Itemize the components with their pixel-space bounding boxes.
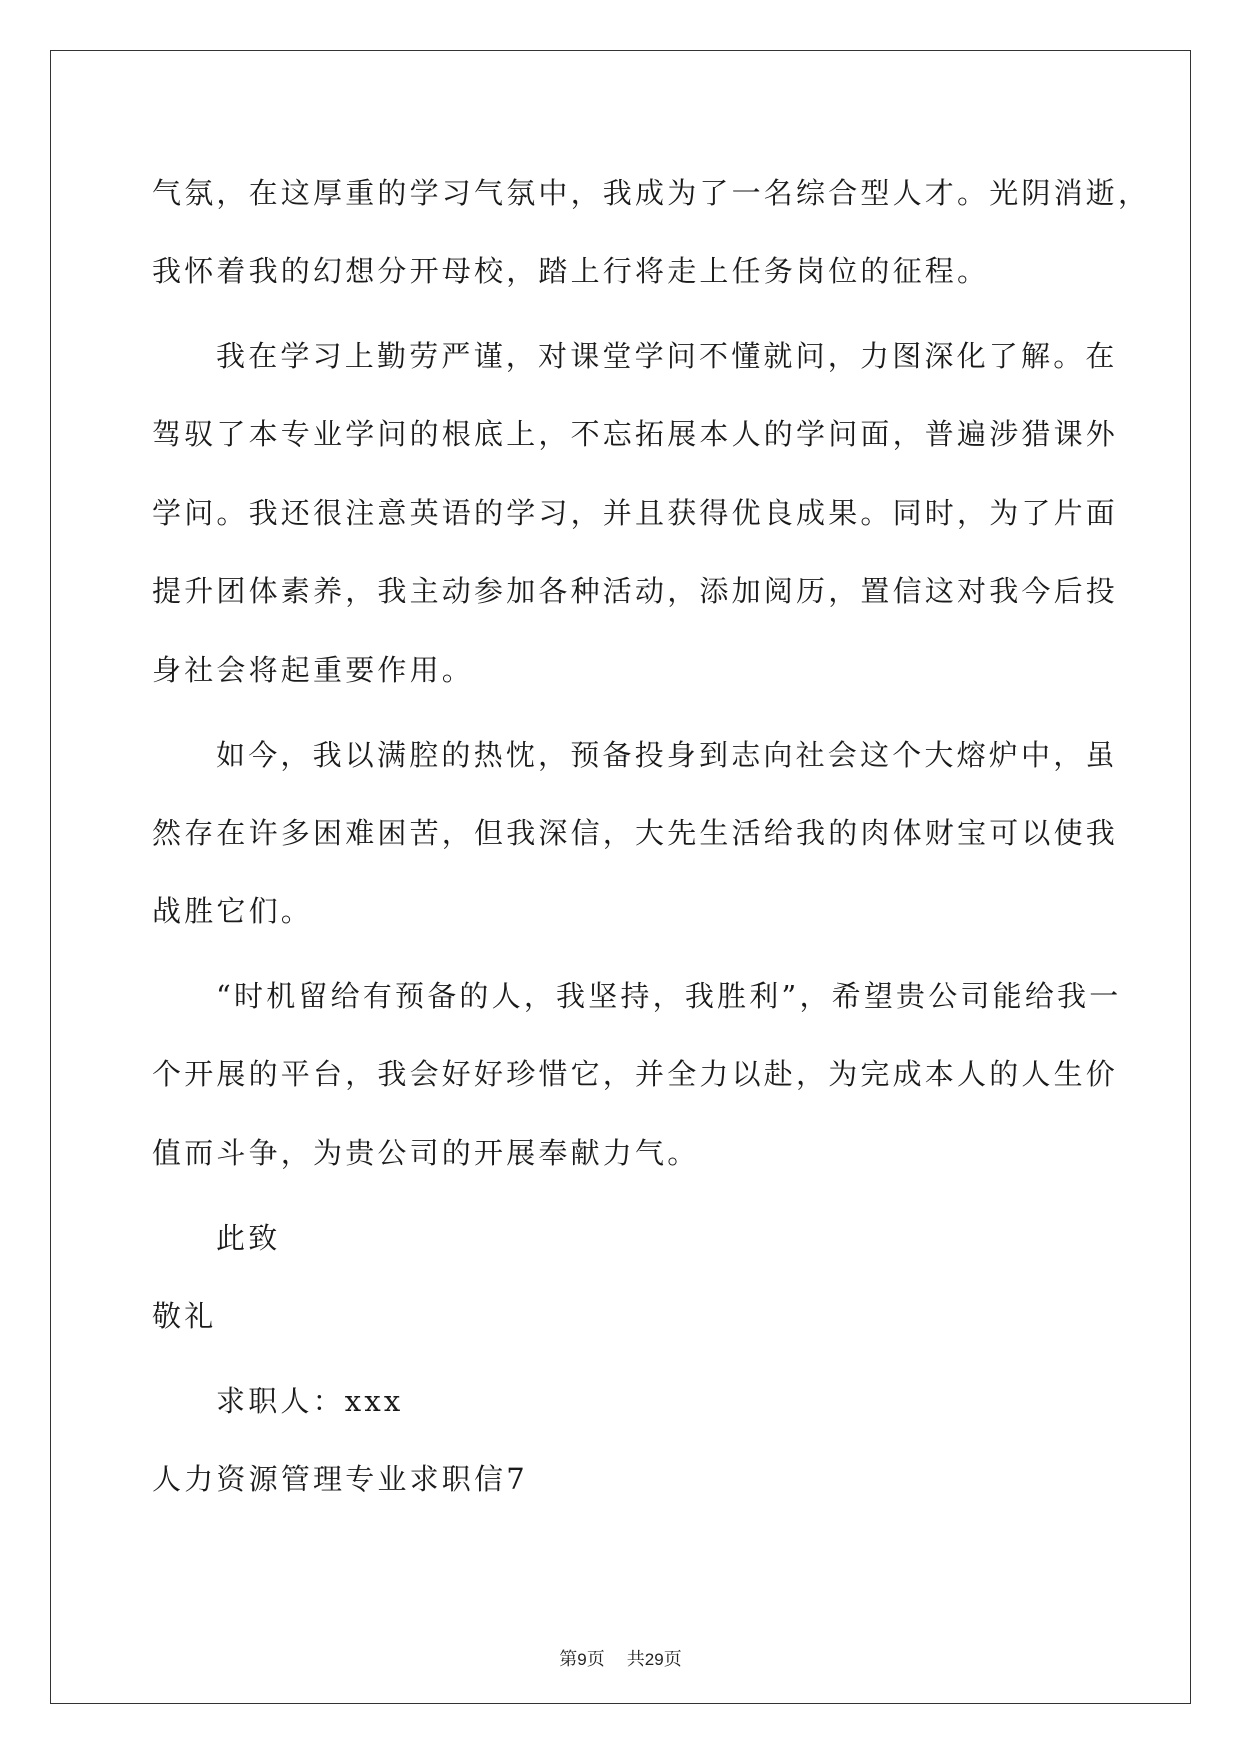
page-prefix: 第: [559, 1649, 578, 1669]
paragraph-line: 个开展的平台，我会好好珍惜它，并全力以赴，为完成本人的人生价: [152, 1057, 1119, 1091]
paragraph-line: 身社会将起重要作用。: [152, 653, 475, 687]
paragraph-line: 提升团体素养，我主动参加各种活动，添加阅历，置信这对我今后投: [152, 574, 1119, 608]
paragraph-line: 驾驭了本专业学问的根底上，不忘拓展本人的学问面，普遍涉猎课外: [152, 417, 1119, 451]
paragraph-line: 学问。我还很注意英语的学习，并且获得优良成果。同时，为了片面: [152, 496, 1119, 530]
page-number: 9: [577, 1650, 587, 1669]
paragraph-line: 我怀着我的幻想分开母校，踏上行将走上任务岗位的征程。: [152, 254, 990, 288]
closing-regards: 敬礼: [152, 1299, 217, 1333]
page-border: [50, 50, 1191, 1704]
page-footer: [0, 1647, 1241, 1672]
paragraph-line: 气氛，在这厚重的学习气氛中，我成为了一名综合型人才。光阴消逝，: [152, 176, 1151, 210]
total-prefix: 共: [626, 1649, 645, 1669]
paragraph-line: 然存在许多困难困苦，但我深信，大先生活给我的肉体财宝可以使我: [152, 816, 1119, 850]
paragraph-line: 值而斗争，为贵公司的开展奉献力气。: [152, 1136, 700, 1170]
signature-line: 求职人：xxx: [216, 1384, 404, 1418]
section-heading: 人力资源管理专业求职信7: [152, 1462, 528, 1496]
page-suffix: 页: [586, 1649, 605, 1669]
total-pages: 29: [644, 1650, 664, 1669]
paragraph-line: “时机留给有预备的人，我坚持，我胜利”，希望贵公司能给我一: [216, 979, 1122, 1013]
paragraph-line: 我在学习上勤劳严谨，对课堂学问不懂就问，力图深化了解。在: [216, 339, 1118, 373]
paragraph-line: 战胜它们。: [152, 894, 314, 928]
closing-salutation: 此致: [216, 1221, 281, 1255]
paragraph-line: 如今，我以满腔的热忱，预备投身到志向社会这个大熔炉中，虽: [216, 738, 1118, 772]
total-suffix: 页: [663, 1649, 682, 1669]
